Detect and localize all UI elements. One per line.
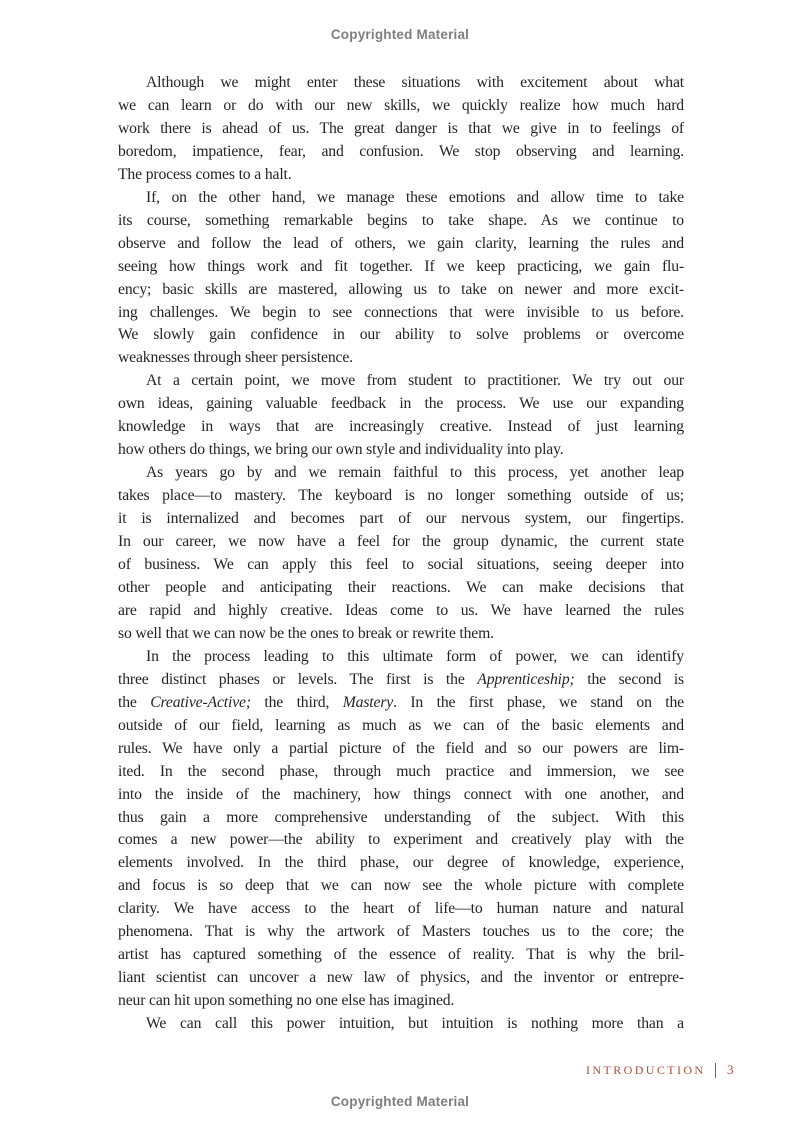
paragraph (118, 72, 684, 187)
text-line: thus gain a more comprehensive understanding of the subject. With this (118, 808, 684, 826)
running-footer (586, 1062, 734, 1078)
text-line: ency; basic skills are mastered, allowing us to take on newer and more excit- (118, 280, 684, 298)
text-line: At a certain point, we move from student to practitioner. We try out our (146, 372, 684, 390)
footer-page-number: 3 (727, 1062, 734, 1077)
text-line: and focus is so deep that we can now see the whole picture with complete (118, 877, 684, 895)
text-line: phenomena. That is why the artwork of Masters touches us to the core; the (118, 923, 684, 941)
text-line: other people and anticipating their reactions. We can make decisions that (118, 578, 684, 596)
paragraph (118, 462, 684, 646)
text-line: comes a new power—the ability to experiment and creatively play with the (118, 831, 684, 849)
text-line: artist has captured something of the essence of reality. That is why the bril- (118, 946, 684, 964)
text-line: In our career, we now have a feel for the group dynamic, the current state (118, 533, 684, 551)
text-line: boredom, impatience, fear, and confusion. We stop observing and learning. (118, 142, 684, 160)
text-line: In the process leading to this ultimate form of power, we can identify (146, 647, 684, 665)
text-line: how others do things, we bring our own style and individuality into play. (118, 441, 564, 459)
text-line: As years go by and we remain faithful to this process, yet another leap (146, 464, 684, 482)
text-line: ing challenges. We begin to see connections that were invisible to us before. (118, 303, 684, 321)
text-line: own ideas, gaining valuable feedback in the process. We use our expanding (118, 395, 684, 413)
text-line: outside of our field, learning as much as we can of the basic elements and (118, 716, 684, 734)
text-line: rules. We have only a partial picture of the field and so our powers are lim- (118, 739, 684, 757)
text-line: we can learn or do with our new skills, we quickly realize how much hard (118, 96, 684, 114)
paragraph (118, 370, 684, 462)
copyright-notice-top: Copyrighted Material (330, 27, 470, 42)
footer-separator-bar (715, 1063, 717, 1078)
text-line: The process comes to a halt. (118, 165, 292, 183)
text-line: seeing how things work and fit together. If we keep practicing, we gain flu- (118, 257, 684, 275)
text-line: ited. In the second phase, through much practice and immersion, we see (118, 762, 684, 780)
page-body-text (118, 72, 684, 1036)
text-line: the Creative-Active; the third, Mastery. In the first phase, we stand on the (118, 693, 684, 711)
text-line: three distinct phases or levels. The first is the Apprenticeship; the second is (118, 670, 685, 688)
footer-section-label: INTRODUCTION (586, 1062, 706, 1077)
text-line: neur can hit upon something no one else has imagined. (118, 992, 455, 1010)
text-line: of business. We can apply this feel to social situations, seeing deeper into (118, 556, 684, 574)
text-line: We slowly gain confidence in our ability to solve problems or overcome (118, 326, 684, 344)
text-line: knowledge in ways that are increasingly creative. Instead of just learning (118, 418, 684, 436)
copyright-notice-bottom: Copyrighted Material (330, 1094, 470, 1109)
text-line: We can call this power intuition, but intuition is nothing more than a (146, 1015, 684, 1033)
text-line: takes place—to mastery. The keyboard is no longer something outside of us; (118, 487, 684, 505)
paragraph (118, 187, 684, 371)
text-line: are rapid and highly creative. Ideas come to us. We have learned the rules (118, 601, 684, 619)
text-line: work there is ahead of us. The great danger is that we give in to feelings of (118, 119, 684, 137)
text-line: into the inside of the machinery, how things connect with one another, and (118, 785, 684, 803)
text-line: liant scientist can uncover a new law of physics, and the inventor or entrepre- (118, 969, 684, 987)
paragraph (118, 1013, 684, 1036)
paragraph (118, 646, 684, 1013)
text-line: elements involved. In the third phase, our degree of knowledge, experience, (118, 854, 684, 872)
text-line: If, on the other hand, we manage these emotions and allow time to take (146, 188, 684, 206)
text-line: its course, something remarkable begins to take shape. As we continue to (118, 211, 684, 229)
text-line: observe and follow the lead of others, we gain clarity, learning the rules and (118, 234, 684, 252)
text-line: Although we might enter these situations with excitement about what (146, 74, 684, 91)
text-line: clarity. We have access to the heart of life—to human nature and natural (118, 900, 684, 918)
text-line: it is internalized and becomes part of our nervous system, our fingertips. (118, 510, 684, 528)
text-line: weaknesses through sheer persistence. (118, 349, 353, 367)
text-line: so well that we can now be the ones to break or rewrite them. (118, 624, 494, 642)
